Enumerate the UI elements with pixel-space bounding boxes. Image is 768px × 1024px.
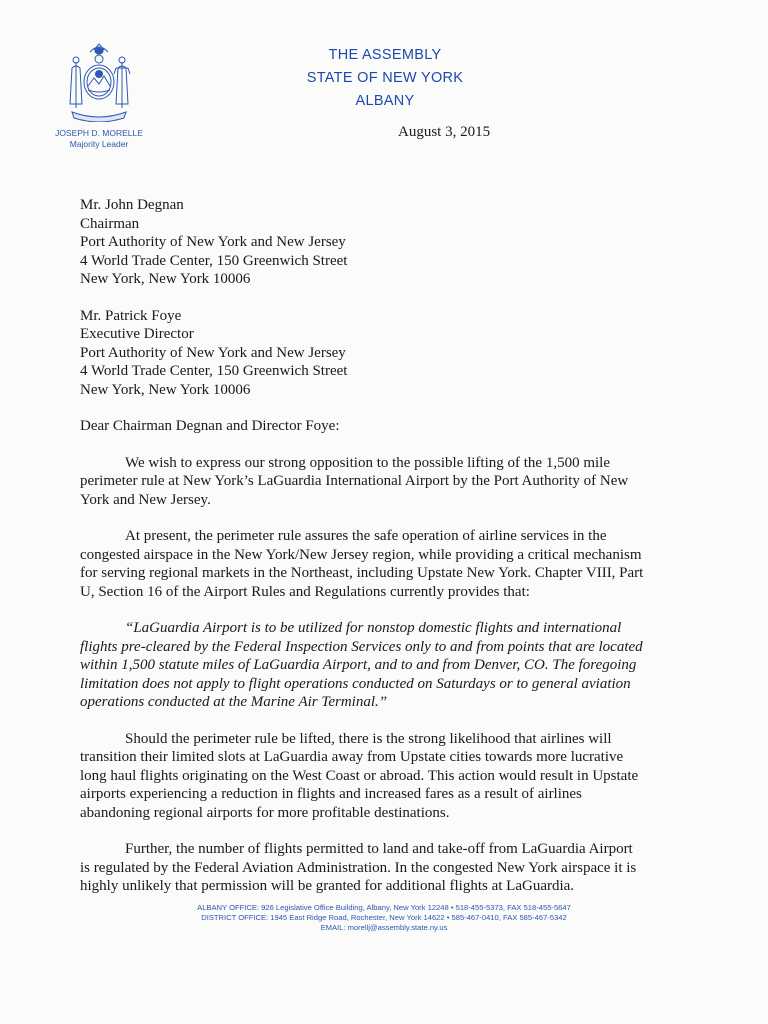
paragraph-1: We wish to express our strong opposition to the possible lifting of the 1,500 mile perimeter rule at New York’s LaGuardia International Airport by the Port Authority of New York and New Jersey. [80, 454, 629, 508]
recipient-address-2 [80, 307, 645, 400]
salutation: Dear Chairman Degnan and Director Foye: [80, 418, 340, 434]
albany-office: ALBANY OFFICE: 926 Legislative Office Building, Albany, New York 12248 • 518-455-5373, FAX 518-455-5647 [197, 903, 571, 912]
letter-body [80, 196, 645, 914]
district-office: DISTRICT OFFICE: 1945 East Ridge Road, Rochester, New York 14622 • 585-467-0410, FAX 585-467-5342 [201, 913, 567, 922]
address-line: Mr. John Degnan [80, 197, 184, 213]
letter-date: August 3, 2015 [398, 124, 491, 140]
state-seal-icon [58, 38, 140, 122]
heading-line-1: THE ASSEMBLY [328, 47, 442, 63]
address-line: Port Authority of New York and New Jersey [80, 344, 346, 361]
address-line: 4 World Trade Center, 150 Greenwich Street [80, 363, 348, 379]
heading-line-2: STATE OF NEW YORK [306, 70, 464, 86]
office-footer [120, 903, 648, 933]
address-line: New York, New York 10006 [80, 381, 251, 398]
letterhead-heading [250, 44, 520, 113]
quoted-rule: “LaGuardia Airport is to be utilized for nonstop domestic flights and international flights pre-cleared by the Federal Inspection Services only to and from points that are located within 1,500 statute miles of LaGuardia Airport, and to and from Denver, CO. The foregoing limitation does not apply to flight operations conducted on Saturdays or to general aviation operations conducted at the Marine Air Terminal.” [80, 620, 643, 710]
email-address: EMAIL: morellj@assembly.state.ny.us [320, 923, 448, 932]
address-line: Port Authority of New York and New Jersey [80, 234, 346, 250]
heading-line-3: ALBANY [355, 93, 415, 109]
address-line: 4 World Trade Center, 150 Greenwich Street [80, 252, 348, 269]
paragraph-3: Should the perimeter rule be lifted, there is the strong likelihood that airlines will transition their limited slots at LaGuardia away from Upstate cities towards more lucrative long haul flights originating on the West Coast or abroad. This action would result in Upstate airports experiencing a reduction in flights and increased fares as a result of airlines abandoning regional airports for more profitable destinations. [80, 730, 639, 821]
address-line: Chairman [80, 215, 140, 232]
address-line: Mr. Patrick Foye [80, 307, 182, 324]
member-title: Majority Leader [69, 139, 129, 149]
address-line: New York, New York 10006 [80, 271, 251, 287]
member-name: JOSEPH D. MORELLE [55, 128, 143, 138]
paragraph-4: Further, the number of flights permitted to land and take-off from LaGuardia Airport is regulated by the Federal Aviation Administration. In the congested New York airspace it is highly unlikely that permission will be granted for additional flights at LaGuardia. [80, 841, 637, 894]
paragraph-2: At present, the perimeter rule assures the safe operation of airline services in the congested airspace in the New York/New Jersey region, while providing a critical mechanism for serving regional markets in the Northeast, including Upstate New York. Chapter VIII, Part U, Section 16 of the Airport Rules and Regulations currently provides that: [80, 528, 644, 600]
recipient-address-1 [80, 196, 645, 289]
address-line: Executive Director [80, 326, 194, 342]
member-block [44, 128, 154, 150]
